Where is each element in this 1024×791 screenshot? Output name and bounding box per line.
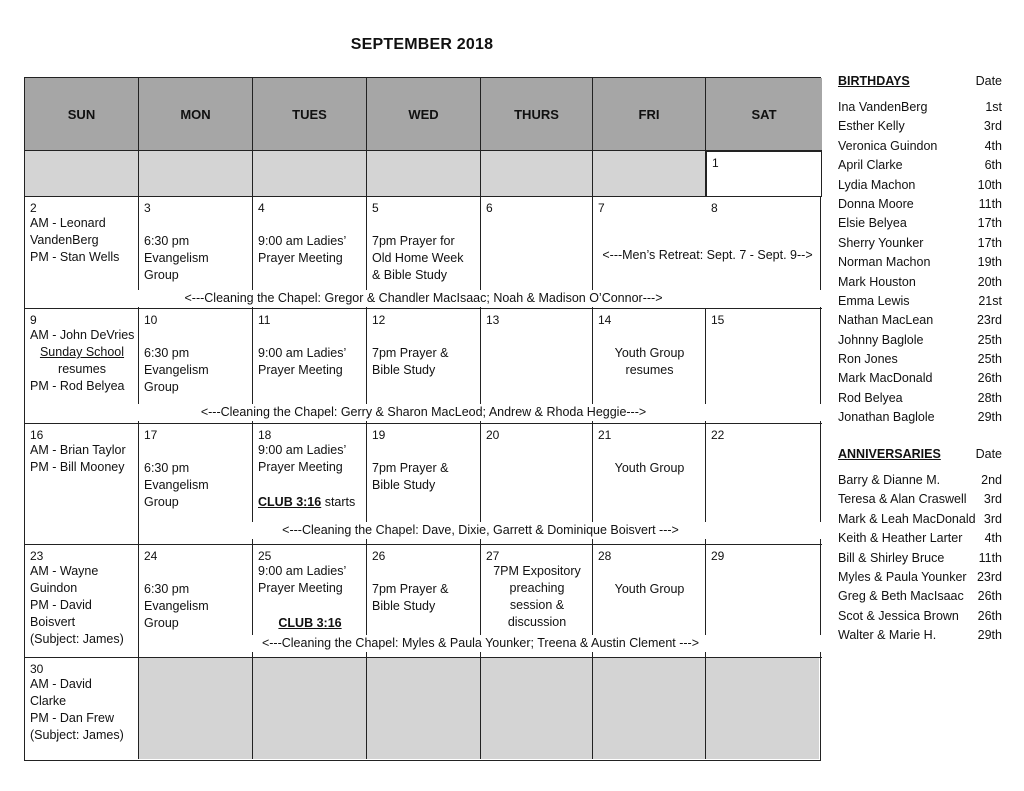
event-text: 9:00 am Ladies’ Prayer Meeting: [258, 564, 347, 595]
birthdays-section: [838, 74, 1002, 428]
birthday-row-name: Jonathan Baglole: [838, 410, 935, 425]
birthday-row-name: Lydia Machon: [838, 177, 916, 192]
birthday-row-date: 6th: [984, 158, 1002, 173]
anniversary-row-date: 26th: [977, 589, 1002, 604]
day-number: 23: [30, 549, 44, 563]
anniversary-row-date: 23rd: [976, 569, 1002, 584]
blank-day-cell: [367, 151, 481, 197]
day-number: 22: [711, 428, 725, 442]
day-number: 25: [258, 549, 272, 563]
anniversary-row: [838, 471, 1002, 490]
day-number: 7: [598, 201, 605, 215]
birthday-row-name: Sherry Younker: [838, 235, 924, 250]
birthday-row: [838, 137, 1002, 156]
anniversary-row-name: Walter & Marie H.: [838, 628, 937, 643]
day-header-fri: FRI: [593, 78, 706, 151]
day-number: 20: [486, 428, 500, 442]
birthday-row: [838, 311, 1002, 330]
birthdays-list: [838, 98, 1002, 428]
sunday-pm-preacher: PM - Rod Belyea: [30, 379, 125, 393]
event-text: 7PM Expository preaching session & discussion: [493, 564, 581, 629]
birthday-row-date: 4th: [984, 138, 1002, 153]
birthday-row-date: 17th: [977, 235, 1002, 250]
day-number: 8: [711, 201, 718, 215]
day-number: 26: [372, 549, 386, 563]
day-number: 16: [30, 428, 44, 442]
anniversary-row-name: Barry & Dianne M.: [838, 473, 941, 487]
birthday-row: [838, 350, 1002, 369]
sunday-am-preacher: AM - John DeVries: [30, 328, 135, 342]
event-text: Youth Group resumes: [614, 346, 685, 377]
anniversaries-date-label: Date: [975, 447, 1002, 461]
birthday-row-name: Rod Belyea: [838, 390, 903, 405]
birthday-row: [838, 292, 1002, 311]
day-number: 15: [711, 313, 725, 327]
birthday-row-name: Mark Houston: [838, 274, 916, 289]
day-number: 30: [30, 662, 44, 676]
blank-day-cell: [593, 151, 706, 197]
mens-retreat-note: <---Men’s Retreat: Sept. 7 - Sept. 9-->: [602, 248, 813, 262]
birthday-row-name: Norman Machon: [838, 255, 931, 270]
day-number: 2: [30, 201, 37, 215]
anniversary-row-name: Teresa & Alan Craswell: [838, 492, 967, 507]
cleaning-schedule: <---Cleaning the Chapel: Gregor & Chandler MacIsaac; Noah & Madison O’Connor--->: [25, 290, 822, 307]
day-number: 9: [30, 313, 37, 327]
anniversary-row-date: 2nd: [981, 473, 1002, 487]
birthday-row-date: 25th: [977, 352, 1002, 367]
birthday-row-date: 21st: [978, 293, 1002, 308]
club-316-starts: [258, 494, 355, 511]
day-cell-1: [706, 151, 822, 197]
birthday-row: [838, 331, 1002, 350]
birthday-row-name: April Clarke: [838, 158, 903, 173]
event-text: 7pm Prayer & Bible Study: [372, 582, 449, 613]
day-number: 10: [144, 313, 158, 327]
day-number: 29: [711, 549, 725, 563]
birthday-row-date: 17th: [977, 216, 1002, 231]
event-text: 7pm Prayer & Bible Study: [372, 346, 449, 377]
birthdays-heading: BIRTHDAYS: [838, 74, 910, 88]
event-text: 9:00 am Ladies’ Prayer Meeting: [258, 234, 347, 265]
event-text: Youth Group: [614, 582, 685, 596]
anniversary-row: [838, 587, 1002, 606]
anniversary-row: [838, 568, 1002, 587]
birthdays-date-label: Date: [975, 74, 1002, 88]
anniversaries-section: [838, 447, 1002, 646]
birthday-row-name: Elsie Belyea: [838, 216, 907, 231]
birthday-row-date: 29th: [977, 410, 1002, 425]
sunday-preachers: AM - Leonard VandenBerg PM - Stan Wells: [30, 216, 120, 264]
anniversaries-heading: ANNIVERSARIES: [838, 447, 941, 461]
anniversary-row: [838, 490, 1002, 509]
blank-day-cell: [253, 151, 367, 197]
event-text: 7pm Prayer for Old Home Week & Bible Study: [372, 234, 464, 282]
birthday-row: [838, 234, 1002, 253]
calendar-grid: [24, 77, 821, 761]
sunday-school-label: Sunday School: [39, 345, 125, 359]
blank-day-cell: [367, 658, 481, 759]
blank-day-cell: [706, 658, 819, 759]
club-316-label: CLUB 3:16: [258, 495, 322, 509]
day-header-mon: MON: [139, 78, 253, 151]
anniversary-row-name: Mark & Leah MacDonald: [838, 511, 976, 526]
birthday-row-name: Johnny Baglole: [838, 332, 924, 347]
anniversary-row-date: 29th: [977, 628, 1002, 643]
birthday-row-date: 26th: [977, 371, 1002, 386]
anniversary-row-name: Greg & Beth MacIsaac: [838, 589, 964, 604]
birthday-row: [838, 176, 1002, 195]
anniversaries-header: [838, 447, 1002, 465]
event-text: 6:30 pm Evangelism Group: [144, 234, 209, 282]
day-number: 1: [712, 156, 719, 170]
event-text: 7pm Prayer & Bible Study: [372, 461, 449, 492]
event-text: Youth Group: [614, 461, 685, 475]
birthday-row: [838, 273, 1002, 292]
birthday-row-date: 11th: [978, 196, 1002, 211]
day-number: 18: [258, 428, 272, 442]
birthday-row: [838, 253, 1002, 272]
birthday-row-date: 25th: [977, 332, 1002, 347]
birthday-row: [838, 369, 1002, 388]
blank-day-cell: [481, 658, 593, 759]
anniversary-row: [838, 529, 1002, 548]
calendar-title: SEPTEMBER 2018: [350, 36, 494, 53]
birthday-row-name: Emma Lewis: [838, 293, 910, 308]
day-number: 6: [486, 201, 493, 215]
birthday-row-date: 28th: [977, 390, 1002, 405]
blank-day-cell: [25, 151, 139, 197]
birthday-row: [838, 214, 1002, 233]
birthday-row-name: Mark MacDonald: [838, 371, 933, 386]
day-number: 11: [258, 313, 271, 327]
birthday-row-name: Nathan MacLean: [838, 313, 934, 328]
birthday-row-name: Esther Kelly: [838, 119, 905, 134]
day-cell-23: [25, 545, 139, 658]
day-header-tue: TUES: [253, 78, 367, 151]
cleaning-schedule: <---Cleaning the Chapel: Gerry & Sharon MacLeod; Andrew & Rhoda Heggie--->: [25, 404, 822, 421]
day-number: 13: [486, 313, 500, 327]
anniversary-row: [838, 607, 1002, 626]
birthday-row: [838, 98, 1002, 117]
anniversary-row-name: Keith & Heather Larter: [838, 531, 963, 546]
club-316-suffix: starts: [321, 495, 356, 509]
day-number: 3: [144, 201, 151, 215]
day-cell-30: [25, 658, 139, 759]
birthday-row-date: 1st: [985, 100, 1002, 114]
day-cell-16: [25, 424, 139, 545]
sunday-preachers: AM - David Clarke PM - Dan Frew (Subject: James): [30, 677, 124, 742]
anniversary-row: [838, 549, 1002, 568]
day-number: 17: [144, 428, 158, 442]
cleaning-schedule: <---Cleaning the Chapel: Dave, Dixie, Garrett & Dominique Boisvert --->: [139, 522, 822, 539]
event-text: 6:30 pm Evangelism Group: [144, 346, 209, 394]
birthday-row: [838, 195, 1002, 214]
anniversary-row-date: 11th: [978, 550, 1002, 565]
anniversary-row-name: Scot & Jessica Brown: [838, 608, 959, 623]
anniversary-row-date: 3rd: [983, 492, 1002, 507]
day-header-wed: WED: [367, 78, 481, 151]
day-header-sat: SAT: [706, 78, 822, 151]
birthday-row: [838, 156, 1002, 175]
birthday-row: [838, 117, 1002, 136]
club-316-label: CLUB 3:16: [278, 616, 342, 630]
anniversary-row-date: 26th: [977, 608, 1002, 623]
blank-day-cell: [253, 658, 367, 759]
anniversary-row-date: 3rd: [983, 511, 1002, 526]
event-text: 6:30 pm Evangelism Group: [144, 582, 209, 630]
blank-day-cell: [481, 151, 593, 197]
anniversary-row-name: Bill & Shirley Bruce: [838, 550, 945, 565]
day-number: 14: [598, 313, 612, 327]
day-number: 12: [372, 313, 386, 327]
anniversary-row: [838, 510, 1002, 529]
anniversary-row: [838, 626, 1002, 645]
sunday-school-resumes: resumes: [58, 362, 106, 376]
event-text: 9:00 am Ladies’ Prayer Meeting: [258, 443, 347, 474]
birthday-row: [838, 389, 1002, 408]
day-number: 28: [598, 549, 612, 563]
day-number: 4: [258, 201, 265, 215]
birthday-row-name: Ina VandenBerg: [838, 100, 928, 114]
birthday-row: [838, 408, 1002, 427]
sunday-preachers: AM - Brian Taylor PM - Bill Mooney: [30, 443, 126, 474]
birthday-row-date: 3rd: [983, 119, 1002, 134]
blank-day-cell: [139, 658, 253, 759]
anniversaries-list: [838, 471, 1002, 646]
birthday-row-name: Donna Moore: [838, 196, 914, 211]
day-number: 24: [144, 549, 158, 563]
anniversary-row-date: 4th: [984, 531, 1002, 546]
birthday-row-date: 23rd: [976, 313, 1002, 328]
birthday-row-name: Ron Jones: [838, 352, 898, 367]
sunday-preachers: AM - Wayne Guindon PM - David Boisvert (Subject: James): [30, 564, 124, 646]
day-header-thu: THURS: [481, 78, 593, 151]
birthday-row-date: 19th: [977, 255, 1002, 270]
birthday-row-date: 10th: [977, 177, 1002, 192]
day-number: 21: [598, 428, 612, 442]
day-number: 19: [372, 428, 386, 442]
day-header-sun: SUN: [25, 78, 139, 151]
birthday-row-name: Veronica Guindon: [838, 138, 938, 153]
day-number: 5: [372, 201, 379, 215]
day-number: 27: [486, 549, 500, 563]
birthday-row-date: 20th: [977, 274, 1002, 289]
blank-day-cell: [593, 658, 706, 759]
cleaning-schedule: <---Cleaning the Chapel: Myles & Paula Younker; Treena & Austin Clement --->: [139, 635, 822, 652]
birthdays-header: [838, 74, 1002, 92]
blank-day-cell: [139, 151, 253, 197]
event-text: 9:00 am Ladies’ Prayer Meeting: [258, 346, 347, 377]
event-text: 6:30 pm Evangelism Group: [144, 461, 209, 509]
anniversary-row-name: Myles & Paula Younker: [838, 569, 967, 584]
